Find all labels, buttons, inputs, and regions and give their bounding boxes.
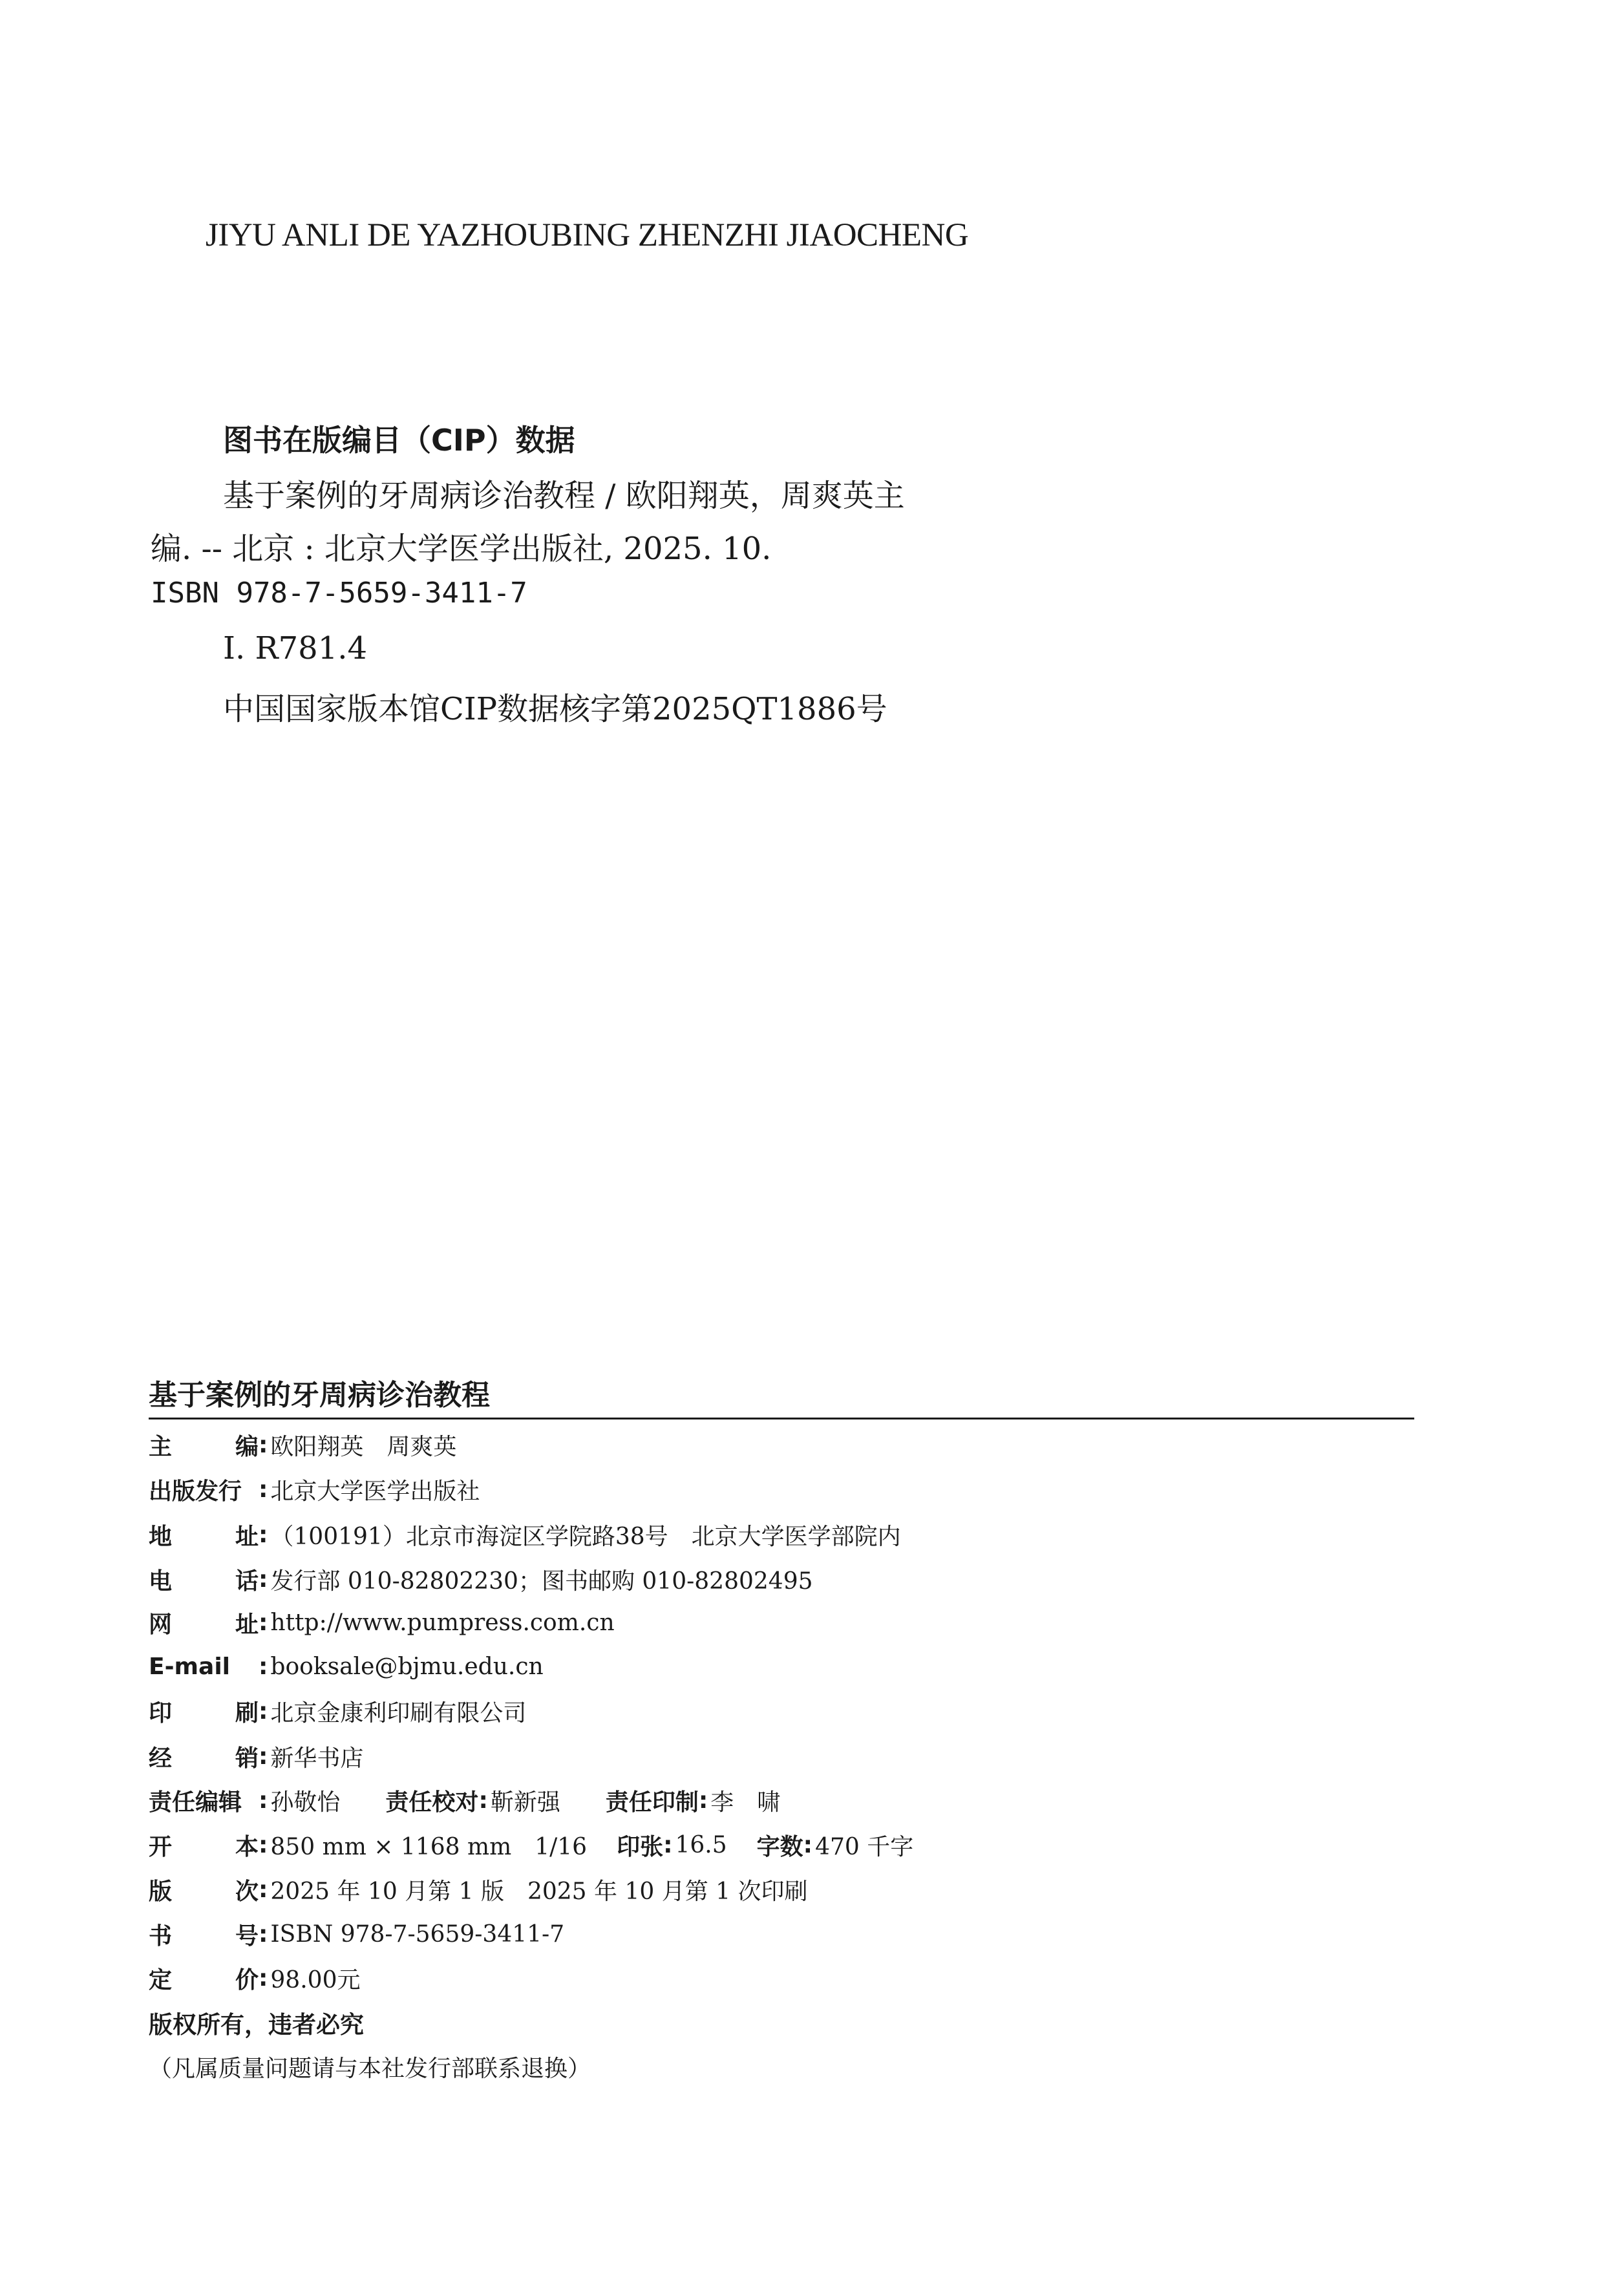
cip-line-record-number: 中国国家版本馆CIP数据核字第2025QT1886号	[223, 691, 887, 727]
imprint-book-title: 基于案例的牙周病诊治教程	[149, 1379, 490, 1412]
imprint-label-distributor: 经 销	[149, 1745, 259, 1772]
imprint-row-printer: 印 刷 : 北京金康利印刷有限公司	[149, 1692, 526, 1730]
imprint-label-printer: 印 刷	[149, 1699, 259, 1727]
cip-line-isbn: ISBN 978-7-5659-3411-7	[151, 577, 527, 610]
imprint-label-address: 地 址	[149, 1523, 259, 1550]
copyright-notice: 版权所有，违者必究	[149, 2011, 364, 2039]
imprint-label-print-supervisor: 责任印制	[605, 1789, 699, 1816]
imprint-value-distributor: 新华书店	[270, 1745, 364, 1772]
imprint-value-print-supervisor: 李 啸	[710, 1789, 781, 1816]
pinyin-title: JIYU ANLI DE YAZHOUBING ZHENZHI JIAOCHENG	[206, 217, 969, 253]
imprint-label-phone: 电 话	[149, 1568, 259, 1595]
imprint-value-website: http://www.pumpress.com.cn	[270, 1609, 615, 1636]
imprint-value-editor: 欧阳翔英 周爽英	[270, 1433, 457, 1460]
imprint-value-sheets: 16.5	[675, 1831, 727, 1858]
imprint-row-phone: 电 话 : 发行部 010-82802230；图书邮购 010-82802495	[149, 1560, 813, 1599]
imprint-label-proofreader: 责任校对	[385, 1789, 479, 1816]
imprint-row-website: 网 址 : http://www.pumpress.com.cn	[149, 1603, 615, 1642]
cip-heading: 图书在版编目（CIP）数据	[223, 423, 575, 458]
imprint-divider	[149, 1418, 1414, 1419]
imprint-value-price: 98.00元	[270, 1966, 361, 1993]
imprint-label-editor: 主 编	[149, 1433, 259, 1460]
imprint-label-edition: 版 次	[149, 1878, 259, 1905]
imprint-label-isbn: 书 号	[149, 1922, 259, 1950]
imprint-label-website: 网 址	[149, 1611, 259, 1638]
imprint-row-isbn: 书 号 : ISBN 978-7-5659-3411-7	[149, 1915, 564, 1953]
imprint-row-format: 开 本 : 850 mm × 1168 mm 1/16 印张 : 16.5 字数 : 470 千字	[149, 1825, 913, 1864]
imprint-value-publisher: 北京大学医学出版社	[270, 1478, 480, 1505]
imprint-label-responsible-editor: 责任编辑	[149, 1789, 242, 1816]
imprint-value-isbn: ISBN 978-7-5659-3411-7	[270, 1920, 565, 1948]
imprint-label-email: E-mail	[149, 1653, 231, 1680]
imprint-value-format: 850 mm × 1168 mm 1/16	[270, 1833, 588, 1860]
imprint-value-responsible-editor: 孙敬怡	[270, 1789, 341, 1816]
imprint-row-address: 地 址 : （100191）北京市海淀区学院路38号 北京大学医学部院内	[149, 1515, 901, 1554]
imprint-value-proofreader: 靳新强	[490, 1789, 560, 1816]
cip-line-publication: 编. -- 北京 : 北京大学医学出版社, 2025. 10.	[151, 531, 772, 567]
imprint-row-distributor: 经 销 : 新华书店	[149, 1737, 363, 1776]
imprint-value-printer: 北京金康利印刷有限公司	[270, 1699, 527, 1727]
imprint-label-words: 字数	[756, 1833, 803, 1860]
imprint-label-format: 开 本	[149, 1833, 259, 1860]
imprint-row-edition: 版 次 : 2025 年 10 月第 1 版 2025 年 10 月第 1 次印刷	[149, 1870, 808, 1909]
imprint-row-price: 定 价 : 98.00元	[149, 1959, 360, 1997]
imprint-row-editor: 主 编 : 欧阳翔英 周爽英	[149, 1425, 456, 1464]
imprint-value-words: 470 千字	[815, 1833, 914, 1860]
imprint-label-sheets: 印张	[617, 1833, 664, 1860]
cip-line-title: 基于案例的牙周病诊治教程 / 欧阳翔英，周爽英主	[223, 478, 905, 514]
imprint-row-email: E-mail : booksale@bjmu.edu.cn	[149, 1653, 544, 1680]
cip-line-classification: Ⅰ. R781.4	[223, 630, 368, 666]
imprint-label-price: 定 价	[149, 1966, 259, 1993]
imprint-label-publisher: 出版发行	[149, 1478, 242, 1505]
quality-return-notice: （凡属质量问题请与本社发行部联系退换）	[149, 2056, 591, 2082]
imprint-value-edition: 2025 年 10 月第 1 版 2025 年 10 月第 1 次印刷	[270, 1878, 808, 1905]
imprint-value-phone: 发行部 010-82802230；图书邮购 010-82802495	[270, 1568, 813, 1595]
imprint-value-address: （100191）北京市海淀区学院路38号 北京大学医学部院内	[270, 1523, 901, 1550]
imprint-row-publisher: 出版发行 : 北京大学医学出版社	[149, 1470, 480, 1509]
imprint-row-staff: 责任编辑 : 孙敬怡 责任校对 : 靳新强 责任印制 : 李 啸	[149, 1781, 780, 1820]
imprint-value-email: booksale@bjmu.edu.cn	[270, 1653, 544, 1680]
